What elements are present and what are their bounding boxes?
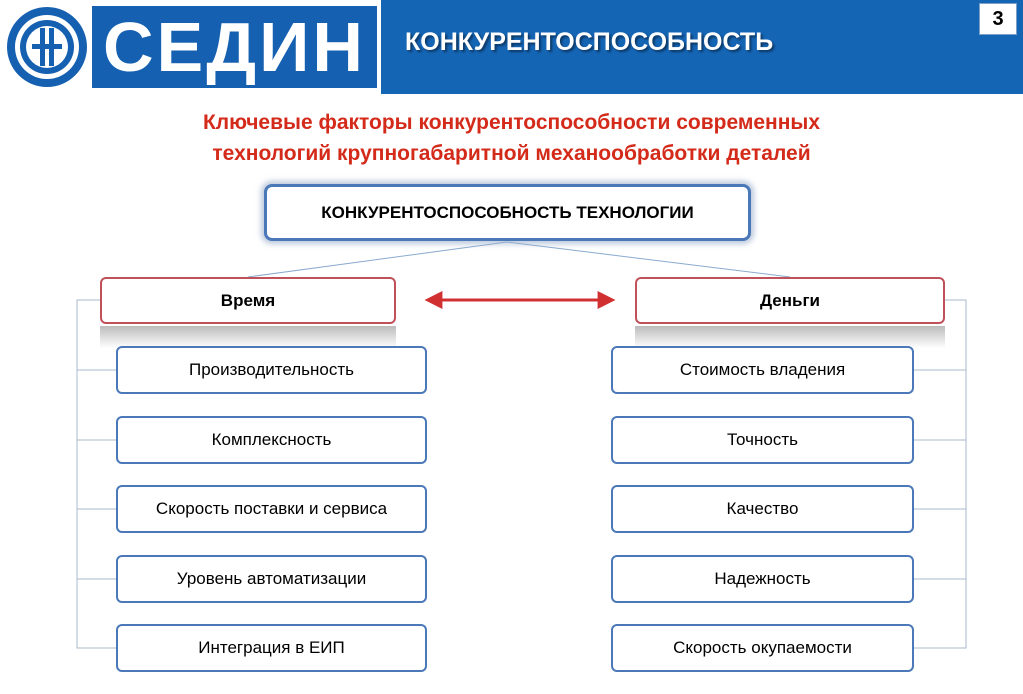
subtitle-line-1: Ключевые факторы конкурентоспособности современных	[202, 111, 821, 134]
right-bracket	[914, 300, 966, 648]
factor-delivery-speed: Скорость поставки и сервиса	[116, 485, 427, 533]
root-node: КОНКУРЕНТОСПОСОБНОСТЬ ТЕХНОЛОГИИ	[264, 184, 751, 241]
connector-root-left	[248, 242, 507, 277]
category-shadow-right	[635, 326, 945, 348]
factor-eip-integration: Интеграция в ЕИП	[116, 624, 427, 672]
category-money: Деньги	[635, 277, 945, 324]
subtitle-line-2: технологий крупногабаритной механообработки деталей	[212, 142, 811, 165]
logo-text: СЕДИН	[103, 8, 366, 86]
category-shadow-left	[100, 326, 396, 348]
left-bracket	[77, 300, 116, 648]
factor-productivity: Производительность	[116, 346, 427, 394]
factor-reliability: Надежность	[611, 555, 914, 603]
factor-accuracy: Точность	[611, 416, 914, 464]
factor-cost-of-ownership: Стоимость владения	[611, 346, 914, 394]
category-time: Время	[100, 277, 396, 324]
page-title: КОНКУРЕНТОСПОСОБНОСТЬ	[405, 28, 774, 56]
page-number: 3	[979, 3, 1017, 35]
factor-payback-speed: Скорость окупаемости	[611, 624, 914, 672]
factor-automation-level: Уровень автоматизации	[116, 555, 427, 603]
connector-root-right	[507, 242, 790, 277]
factor-complexity: Комплексность	[116, 416, 427, 464]
factor-quality: Качество	[611, 485, 914, 533]
